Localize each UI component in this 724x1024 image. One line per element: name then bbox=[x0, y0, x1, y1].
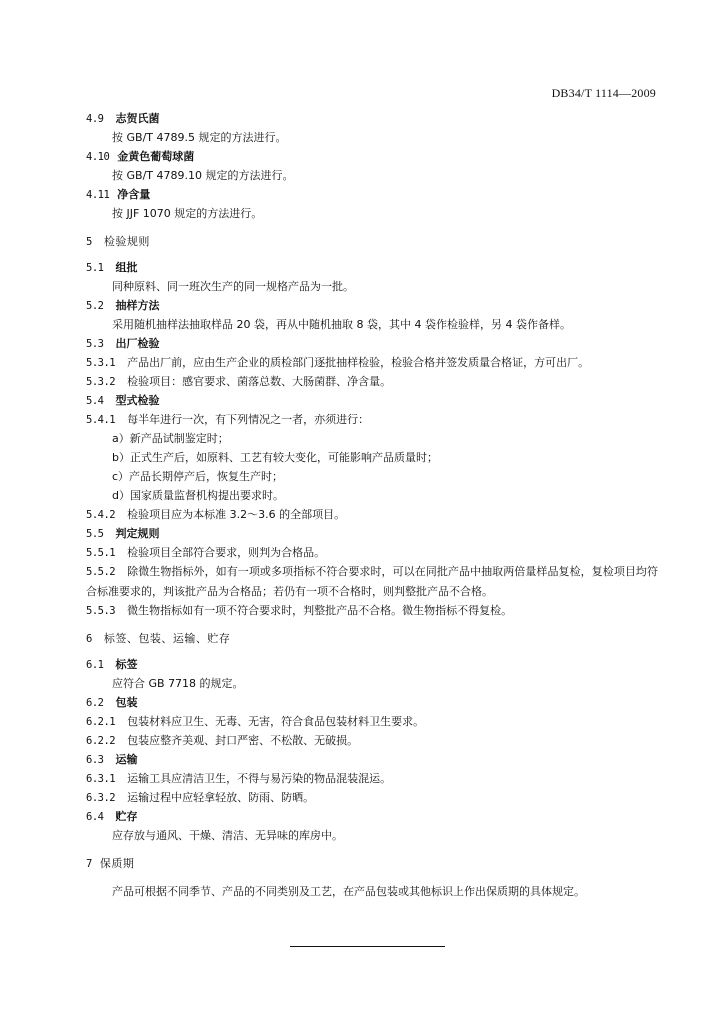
section-number: 5.4 bbox=[86, 395, 104, 407]
section-5-2-text: 采用随机抽样法抽取样品 20 袋，再从中随机抽取 8 袋，其中 4 袋作检验样，另 4 袋作备样。 bbox=[112, 318, 571, 331]
section-5-4-heading bbox=[86, 391, 658, 410]
section-5-5-3 bbox=[86, 601, 658, 620]
document-body bbox=[86, 109, 658, 901]
section-6-4-text: 应存放与通风、干燥、清洁、无异味的库房中。 bbox=[112, 829, 343, 842]
clause-text: 每半年进行一次，有下列情况之一者，亦须进行： bbox=[127, 413, 370, 426]
section-6-3-2 bbox=[86, 788, 658, 807]
section-title: 净含量 bbox=[117, 188, 151, 201]
section-title: 判定规则 bbox=[115, 527, 160, 540]
section-number: 6.3 bbox=[86, 754, 104, 766]
section-6-3-1 bbox=[86, 769, 658, 788]
clause-text: 检验项目全部符合要求，则判为合格品。 bbox=[127, 546, 326, 559]
chapter-6-heading bbox=[86, 629, 658, 648]
clause-text: 产品出厂前，应由生产企业的质检部门逐批抽样检验，检验合格并签发质量合格证，方可出厂。 bbox=[127, 356, 590, 369]
clause-number: 5.4.2 bbox=[86, 509, 116, 521]
section-5-5-heading bbox=[86, 524, 658, 543]
section-title: 包装 bbox=[115, 696, 138, 709]
clause-number: 6.2.1 bbox=[86, 716, 116, 728]
chapter-title: 保质期 bbox=[99, 857, 135, 870]
section-5-1-text: 同种原料、同一班次生产的同一规格产品为一批。 bbox=[112, 280, 354, 293]
section-number: 5.3 bbox=[86, 338, 104, 350]
section-5-3-heading bbox=[86, 334, 658, 353]
section-number: 5.1 bbox=[86, 262, 104, 274]
section-6-3-heading bbox=[86, 750, 658, 769]
chapter-title: 标签、包装、运输、贮存 bbox=[103, 632, 231, 645]
section-5-3-2 bbox=[86, 372, 658, 391]
section-number: 5.5 bbox=[86, 528, 104, 540]
section-title: 志贺氏菌 bbox=[115, 112, 160, 125]
clause-number: 5.5.3 bbox=[86, 605, 116, 617]
section-6-4-heading bbox=[86, 807, 658, 826]
list-item-c: c）产品长期停产后，恢复生产时； bbox=[112, 470, 284, 483]
section-4-9-text: 按 GB/T 4789.5 规定的方法进行。 bbox=[112, 131, 287, 144]
clause-number: 6.2.2 bbox=[86, 735, 116, 747]
section-5-2-heading bbox=[86, 296, 658, 315]
section-5-5-1 bbox=[86, 543, 658, 562]
clause-text: 运输工具应清洁卫生，不得与易污染的物品混装混运。 bbox=[127, 772, 392, 785]
section-title: 标签 bbox=[115, 658, 138, 671]
section-title: 金黄色葡萄球菌 bbox=[117, 150, 195, 163]
section-number: 4.10 bbox=[86, 151, 110, 163]
clause-number: 6.3.2 bbox=[86, 792, 116, 804]
section-5-1-heading bbox=[86, 258, 658, 277]
chapter-number: 7 bbox=[86, 858, 92, 870]
section-4-9-heading bbox=[86, 109, 658, 128]
list-item-d: d）国家质量监督机构提出要求时。 bbox=[112, 489, 284, 502]
section-6-2-2 bbox=[86, 731, 658, 750]
clause-text: 除微生物指标外，如有一项或多项指标不符合要求时，可以在同批产品中抽取两倍量样品复检，复检项目均符合标准要求的，判该批产品为合格品；若仍有一项不合格时，则判整批产品不合格。 bbox=[86, 565, 658, 598]
section-number: 6.1 bbox=[86, 659, 104, 671]
section-6-2-heading bbox=[86, 693, 658, 712]
clause-text: 包装应整齐美观、封口严密、不松散、无破损。 bbox=[127, 734, 359, 747]
section-title: 型式检验 bbox=[115, 394, 160, 407]
section-number: 4.11 bbox=[86, 189, 110, 201]
section-number: 6.4 bbox=[86, 811, 104, 823]
section-number: 4.9 bbox=[86, 113, 104, 125]
section-title: 组批 bbox=[115, 261, 138, 274]
clause-text: 检验项目：感官要求、菌落总数、大肠菌群、净含量。 bbox=[127, 375, 392, 388]
clause-number: 6.3.1 bbox=[86, 773, 116, 785]
section-4-10-heading bbox=[86, 147, 658, 166]
section-5-3-1 bbox=[86, 353, 658, 372]
clause-text: 包装材料应卫生、无毒、无害，符合食品包装材料卫生要求。 bbox=[127, 715, 425, 728]
section-number: 5.2 bbox=[86, 300, 104, 312]
section-6-2-1 bbox=[86, 712, 658, 731]
clause-text: 微生物指标如有一项不符合要求时，判整批产品不合格。微生物指标不得复检。 bbox=[127, 604, 513, 617]
chapter-number: 5 bbox=[86, 236, 92, 248]
clause-number: 5.5.1 bbox=[86, 547, 116, 559]
list-item-a: a）新产品试制鉴定时； bbox=[112, 432, 229, 445]
document-code: DB34/T 1114—2009 bbox=[551, 86, 656, 100]
clause-text: 运输过程中应轻拿轻放、防雨、防晒。 bbox=[127, 791, 315, 804]
chapter-number: 6 bbox=[86, 633, 92, 645]
clause-number: 5.5.2 bbox=[86, 566, 116, 578]
chapter-5-heading bbox=[86, 232, 658, 251]
section-6-1-heading bbox=[86, 655, 658, 674]
end-of-document-rule bbox=[290, 946, 445, 947]
clause-text: 检验项目应为本标准 3.2～3.6 的全部项目。 bbox=[127, 508, 346, 521]
section-title: 出厂检验 bbox=[115, 337, 160, 350]
clause-number: 5.3.2 bbox=[86, 376, 116, 388]
section-title: 抽样方法 bbox=[115, 299, 160, 312]
chapter-title: 检验规则 bbox=[103, 235, 150, 248]
section-title: 运输 bbox=[115, 753, 138, 766]
section-4-11-text: 按 JJF 1070 规定的方法进行。 bbox=[112, 207, 263, 220]
section-4-11-heading bbox=[86, 185, 658, 204]
chapter-7-heading bbox=[86, 854, 658, 873]
section-5-4-1 bbox=[86, 410, 658, 429]
section-5-4-2 bbox=[86, 505, 658, 524]
section-number: 6.2 bbox=[86, 697, 104, 709]
list-item-b: b）正式生产后，如原料、工艺有较大变化，可能影响产品质量时； bbox=[112, 451, 438, 464]
chapter-7-text: 产品可根据不同季节、产品的不同类别及工艺，在产品包装或其他标识上作出保质期的具体规定。 bbox=[112, 885, 585, 898]
clause-number: 5.4.1 bbox=[86, 414, 116, 426]
section-5-5-2 bbox=[86, 562, 658, 601]
section-title: 贮存 bbox=[115, 810, 138, 823]
clause-number: 5.3.1 bbox=[86, 357, 116, 369]
section-6-1-text: 应符合 GB 7718 的规定。 bbox=[112, 677, 244, 690]
section-4-10-text: 按 GB/T 4789.10 规定的方法进行。 bbox=[112, 169, 294, 182]
